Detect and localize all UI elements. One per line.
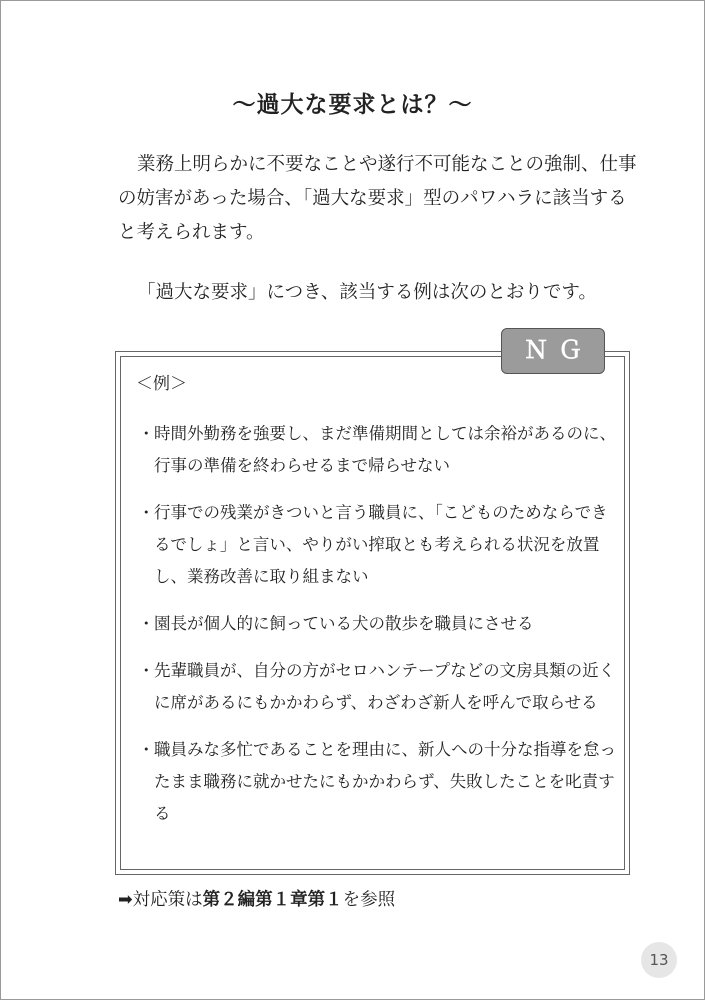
lead-paragraph: 「過大な要求」につき、該当する例は次のとおりです。 — [137, 282, 597, 303]
bullet: ・ — [138, 740, 155, 759]
example-list — [136, 418, 622, 845]
reference-suffix: を参照 — [342, 890, 396, 910]
list-item — [136, 655, 622, 719]
bullet: ・ — [138, 661, 155, 680]
list-item-text: 時間外勤務を強要し、まだ準備期間としては余裕があるのに、行事の準備を終わらせるまで帰らせない — [154, 424, 616, 475]
page-title: ～過大な要求とは？～ — [232, 92, 473, 118]
list-item-text: 職員みな多忙であることを理由に、新人への十分な指導を怠ったまま職務に就かせたにもかかわらず、失敗したことを叱責する — [154, 740, 616, 823]
bullet: ・ — [138, 424, 155, 443]
bullet: ・ — [138, 614, 155, 633]
page-number: 13 — [641, 942, 677, 978]
list-item — [136, 734, 622, 830]
reference-section: 第２編第１章第１ — [202, 890, 343, 910]
bullet: ・ — [138, 503, 155, 522]
list-item — [136, 497, 622, 593]
list-item-text: 行事での残業がきついと言う職員に、「こどものためならできるでしょ」と言い、やりがい搾取とも考えられる状況を放置し、業務改善に取り組まない — [154, 503, 608, 586]
list-item — [136, 418, 622, 482]
example-label: ＜例＞ — [136, 374, 187, 394]
intro-paragraph: 業務上明らかに不要なことや遂行不可能なことの強制、仕事の妨害があった場合、「過大な要求」型のパワハラに該当すると考えられます。 — [118, 154, 637, 243]
reference-line — [118, 886, 395, 914]
arrow-icon: ➡ — [118, 890, 133, 910]
list-item-text: 園長が個人的に飼っている犬の散歩を職員にさせる — [154, 614, 534, 633]
reference-prefix: 対応策は — [132, 890, 203, 910]
list-item — [136, 608, 622, 640]
ng-tag: ＮＧ — [501, 328, 605, 374]
list-item-text: 先輩職員が、自分の方がセロハンテープなどの文房具類の近くに席があるにもかかわらず、わざわざ新人を呼んで取らせる — [154, 661, 616, 712]
